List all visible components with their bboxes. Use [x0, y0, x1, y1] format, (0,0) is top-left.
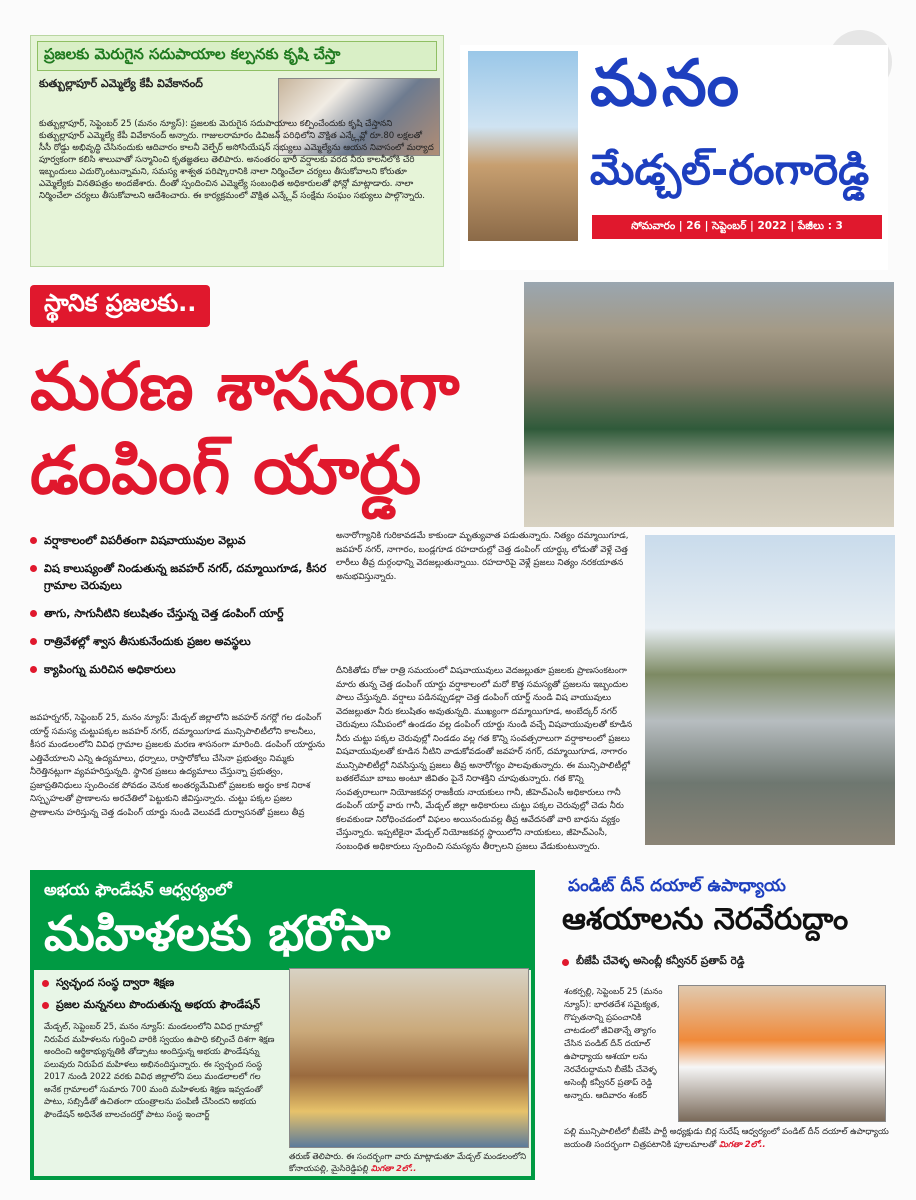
masthead-dateline: సోమవారం | 26 | సెప్టెంబర్ | 2022 | పేజీలు : 3 [592, 215, 882, 239]
green-story-continuation [289, 1150, 527, 1174]
main-story-column-2: అనారోగ్యానికి గురికావడమే కాకుండా మృత్యువాత పడుతున్నారు. నిత్యం దమ్మాయిగూడ, జవహర్ నగర్, నాగారం, బండ్లగూడ రహదారుల్లో చెత్త డంపింగ్ యార్డ్కు లోడుతో వెళ్లే చెత్త లారీలు తీవ్ర దుర్గంధాన్ని వెదజల్లుతున్నాయి. రహదారిపై వెళ్లే ప్రజలు నిత్యం నరకయాతన అనుభవిస్తున్నారు. [336, 531, 629, 582]
main-headline-line1: మరణ శాసనంగా [30, 348, 460, 425]
main-story-bullets [30, 532, 330, 689]
br-story-body-2-wrap [564, 1125, 894, 1151]
br-story-body-1: శంకర్పల్లి, సెప్టెంబర్ 25 (మనం న్యూస్): భారతదేశ సమైక్యత, గొప్పతనాన్ని ప్రపంచానికి చాటడంలో జీవితాన్నే త్యాగం చేసిన పండిట్ దీన్ దయాల్ ఉపాధ్యాయ ఆశయా లను నెరవేరుద్దామని బీజేపీ చేవెళ్ళ అసెంబ్లీ కన్వీనర్ ప్రతాప్ రెడ్డి అన్నారు. ఆదివారం శంకర్ [564, 986, 663, 1100]
masthead [460, 45, 888, 270]
masthead-logo: మనం [590, 47, 744, 121]
top-story-box [30, 35, 444, 267]
top-story-subhead: కుత్బుల్లాపూర్ ఎమ్మెల్యే కేపీ వివేకానంద్ [39, 77, 203, 90]
green-story-kicker: అభయ ఫౌండేషన్ ఆధ్వర్యంలో [44, 880, 232, 899]
green-story-caption: తరుణ్ తెలిపారు. ఈ సందర్భంగా వారు మాట్లాడుతూ మేడ్చల్ మండలంలోని కోనాయపల్లి, మైసిరెడ్డిపల్లి [289, 1151, 527, 1173]
bjp-event-photo [678, 985, 886, 1122]
top-story-headline: ప్రజలకు మెరుగైన సదుపాయాల కల్పనకు కృషి చేస్తా [37, 41, 437, 71]
polluted-lake-photo [645, 535, 895, 845]
top-story-body: కుత్బుల్లాపూర్, సెప్టెంబర్ 25 (మనం న్యూస్): ప్రజలకు మెరుగైన సదుపాయాలు కల్పించేందుకు కృషి చేస్తానని కుత్బుల్లాపూర్ ఎమ్మెల్యే కేపీ వివేకానంద్ అన్నారు. గాజులరామారం డివిజన్ పరిధిలోని వొక్షిత ఎన్క్లేవ్లో రూ.80 లక్షలతో సీసీ రోడ్డు అభివృద్ధి చేసినందుకు ఆదివారం కాలనీ వెల్ఫేర్ అసోసియేషన్ సభ్యులు ఎమ్మెల్యేను ఆయన నివాసంలో మర్యాద పూర్వకంగా కలిసి శాలువాతో సన్మానించి కృతజ్ఞతలు తెలిపారు. అనంతరం భారీ వర్షాలకు వరద నీరు కాలనీలోకి చేరి ఇబ్బందులు ఎదుర్కొంటున్నామని, సమస్య శాశ్వత పరిష్కారానికి నాలా నిర్మించేలా చర్యలు తీసుకోవాలని కోరుతూ ఎమ్మెల్యేకు వినతిపత్రం అందజేశారు. దీంతో స్పందించిన ఎమ్మెల్యే సంబంధిత అధికారులతో ఫోన్లో మాట్లాడారు. నాలా నిర్మించేలా చర్యలు తీసుకోవాలని ఆదేశించారు. ఈ కార్యక్రమంలో వొక్షిత ఎన్క్లేవ్ సంక్షేమ సంఘం సభ్యులు పాల్గొన్నారు. [39, 119, 434, 201]
br-story-headline: ఆశయాలను నెరవేరుద్దాం [562, 902, 849, 937]
bullet-item: విష కాలుష్యంతో నిండుతున్న జవహర్ నగర్, దమ్మాయిగూడ, కీసర గ్రామాల చెరువులు [30, 560, 330, 594]
masthead-district: మేడ్చల్-రంగారెడ్డి [590, 145, 870, 194]
continued-on-link: మిగతా 2లో.. [718, 1139, 766, 1149]
dumping-yard-photo [524, 282, 894, 527]
main-story-column-1: జవహర్నగర్, సెప్టెంబర్ 25, మనం న్యూస్: మేడ్చల్ జిల్లాలోని జవహర్ నగర్లో గల డంపింగ్ యార్డ్ సమస్య చుట్టుపక్కల జవహర్ నగర్, దమ్మాయిగూడ మున్సిపాలిటీలోని కాలనీలు, కీసర మండలంలోని వివిధ గ్రామాల ప్రజలకు మరణ శాసనంగా మారింది. డంపింగ్ యార్డును ఎత్తివేయాలని ఎన్ని ఉద్యమాలు, ధర్నాలు, రాస్తారోకోలు చేసినా ప్రభుత్వం నిమ్మకు నీరెత్తినట్లుగా వ్యవహరిస్తున్నది. స్థానిక ప్రజలు ఉద్యమాలు చేస్తున్నా ప్రభుత్వం, ప్రజాప్రతినిధులు స్పందించక పోవడం వెనుక అంతర్యమేమిటో ప్రజలకు అర్థం కాక నిరాశ నిస్పృహలతో ప్రాణాలను అరచేతిలో పెట్టుకుని జీవిస్తున్నారు. చుట్టు పక్కల ప్రజల ప్రాణాలను హరిస్తున్న చెత్త డంపింగ్ యార్డు నుండి వెలువడే దుర్వాసనతో ప్రజలు తీవ్ర [30, 713, 325, 818]
green-bullet-2: ప్రజల మన్ననలు పొందుతున్న అభయ ఫౌండేషన్ [42, 998, 260, 1014]
main-headline-line2: డంపింగ్ యార్డు [30, 432, 422, 509]
bullet-item: వర్షాకాలంలో విపరీతంగా విషవాయువుల వెల్లువ [30, 532, 330, 549]
green-bullet-1: స్వచ్ఛంద సంస్థ ద్వారా శిక్షణ [42, 976, 174, 992]
bullet-item: రాత్రివేళల్లో శ్వాస తీసుకునేందుకు ప్రజల అవస్థలు [30, 633, 330, 650]
br-story-subhead: బీజేపీ చేవెళ్ళ అసెంబ్లీ కన్వీనర్ ప్రతాప్ రెడ్డి [562, 955, 745, 970]
continued-on-link: మిగతా 2లో.. [370, 1163, 417, 1173]
masthead-image [468, 51, 578, 241]
bullet-item: తాగు, సాగునీటిని కలుషితం చేస్తున్న చెత్త డంపింగ్ యార్డ్ [30, 605, 330, 622]
green-story-content [34, 970, 531, 1176]
green-story-body: మేడ్చల్, సెప్టెంబర్ 25, మనం న్యూస్: మండలంలోని వివిధ గ్రామాల్లో నిరుపేద మహిళలను గుర్తించి వారికి స్వయం ఉపాధి కల్పించే దిశగా శిక్షణ అందించి ఆర్థికాభ్యున్నతికి తోడ్పాటు అందిస్తున్న అభయ ఫౌండేషన్ను పలువురు నిరుపేద మహిళలు అభినందిస్తున్నారు. ఈ స్వచ్ఛంద సంస్థ 2017 నుండి 2022 వరకు వివిధ జిల్లాలోని పలు మండలాలలో గల అనేక గ్రామాలలో సుమారు 700 మంది మహిళలకు శిక్షణ ఇవ్వడంతో పాటు, సబ్సిడీతో ఉచితంగా యంత్రాలను పంపిణీ చేసిందని అభయ ఫౌండేషన్ అధినేత బాలచందర్తో పాటు సంస్థ ఇంచార్జ్ [44, 1021, 275, 1119]
bullet-item: క్యాపింగ్ను మరిచిన అధికారులు [30, 661, 330, 678]
main-story-headline [30, 345, 520, 513]
women-group-photo [289, 968, 529, 1148]
green-story-headline: మహిళలకు భరోసా [44, 906, 391, 962]
br-story-body-2: పల్లి మున్సిపాలిటీలో బీజేపీ పార్టీ అధ్యక్షుడు బిర్ల సురేష్ ఆధ్వర్యంలో పండిట్ దీన్ దయాల్ ఉపాధ్యాయ జయంతి సందర్భంగా చిత్రపటానికి పూలమాలతో [564, 1126, 889, 1149]
main-story-column-3: దీనికితోడు రోజు రాత్రి సమయంలో విషవాయువులు వెదజల్లుతూ ప్రజలకు ప్రాణసంకటంగా మారు తున్న చెత్త డంపింగ్ యార్డు వర్షాకాలంలో మరో కొత్త సమస్యతో ప్రజలను ఇబ్బందుల పాలు చేస్తున్నది. వర్షాలు పడినప్పుడల్లా చెత్త డంపింగ్ యార్డ్ నుండి విష వాయువులు వెదజల్లుతూ నీరు కలుషితం అవుతున్నది. ముఖ్యంగా దమ్మాయిగూడ, అంబేద్కర్ నగర్ చెరువులు సమీపంలో ఉండడం వల్ల డంపింగ్ యార్డు నుండి వచ్చే విషవాయువులతో కూడిన నీరు చుట్టు పక్కల చెరువుల్లో నిండడం వల్ల గత కొన్ని సంవత్సరాలుగా వర్షాకాలంలో ప్రజలు విషవాయువులతో కూడిన నీటిని వాడుకోవడంతో జవహర్ నగర్, దమ్మాయిగూడ, నాగారం మున్సిపాలిటీల్లో నివసిస్తున్న ప్రజలు తీవ్ర అనారోగ్యం పాలవుతున్నారు. ఈ మున్సిపాలిటీల్లో బతకలేమూ బాబు అంటూ జీవితం పైనే నిరాశక్తిని చూపుతున్నారు. గత కొన్ని సంవత్సరాలుగా నియోజకవర్గ రాజకీయ నాయకులు గానీ, జీహెచ్ఎంసీ అధికారులు గానీ డంపింగ్ యార్డ్ వారు గానీ, మేడ్చల్ జిల్లా అధికారులు చుట్టు పక్కల చెరువుల్లో చెడు నీరు కలవకుండా నిరోధించడంలో విఫలం అయినందువల్ల తీవ్ర ఆవేదనతో వారి బాధను వ్యక్తం చేస్తున్నారు. ఇప్పటికైనా మేడ్చల్ నియోజకవర్గ స్థాయిలోని నాయకులు, జీహెచ్ఎంసీ, సంబంధిత అధికారులు స్పందించి సమస్యను తీర్చాలని ప్రజలు వేడుకుంటున్నారు. [336, 666, 633, 852]
br-story-kicker: పండిట్ దీన్ దయాల్ ఉపాధ్యాయ [568, 876, 786, 896]
main-story-kicker: స్థానిక ప్రజలకు.. [30, 285, 210, 327]
abhaya-foundation-story [30, 870, 535, 1180]
